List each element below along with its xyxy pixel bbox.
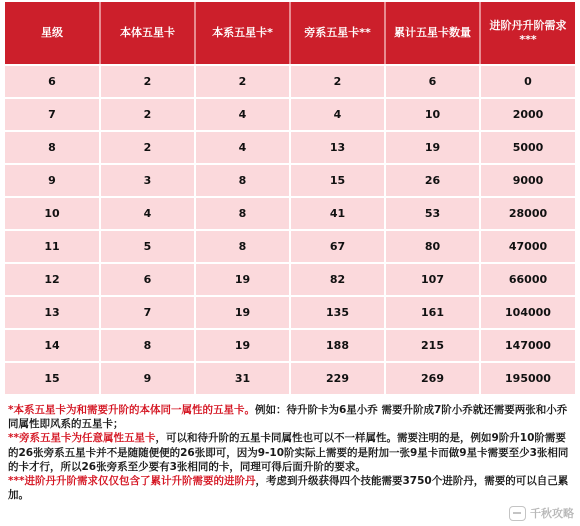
footnote-1	[8, 403, 572, 431]
table-cell: 188	[290, 329, 385, 362]
table-cell: 67	[290, 230, 385, 263]
table-cell: 19	[195, 329, 290, 362]
table-cell: 7	[100, 296, 195, 329]
footnote-1-highlight: *本系五星卡为和需要升阶的本体同一属性的五星卡。	[8, 404, 255, 416]
table-cell: 11	[5, 230, 100, 263]
header-total-cards: 累计五星卡数量	[385, 2, 480, 65]
table-cell: 10	[5, 197, 100, 230]
table-cell: 4	[290, 98, 385, 131]
table-cell: 15	[5, 362, 100, 395]
table-cell: 107	[385, 263, 480, 296]
table-cell: 28000	[480, 197, 575, 230]
footnote-2-text: ，可以和待升阶的五星卡同属性也可以不一样属性。需要注明的是，例如9阶升10阶需要的26张旁系五星卡并不是随随便便的26张即可，因为9-10阶实际上需要的是附加一张9星卡而做9星卡需要至少3张相同的卡才行，所以26张旁系至少要有3张相同的卡，同理可得后面升阶的要求。	[8, 432, 569, 473]
table-cell: 6	[385, 65, 480, 98]
table-cell: 8	[5, 131, 100, 164]
table-cell: 8	[100, 329, 195, 362]
table-cell: 66000	[480, 263, 575, 296]
table-cell: 269	[385, 362, 480, 395]
table-cell: 104000	[480, 296, 575, 329]
table-cell: 19	[385, 131, 480, 164]
table-cell: 4	[195, 131, 290, 164]
table-cell: 15	[290, 164, 385, 197]
table-cell: 4	[195, 98, 290, 131]
table-row	[5, 131, 575, 164]
table-cell: 80	[385, 230, 480, 263]
table-cell: 147000	[480, 329, 575, 362]
table-cell: 8	[195, 164, 290, 197]
table-row	[5, 329, 575, 362]
header-other-element-card: 旁系五星卡**	[290, 2, 385, 65]
chat-bubble-icon	[509, 506, 526, 521]
footnote-2-highlight: **旁系五星卡为任意属性五星卡	[8, 432, 156, 445]
table-cell: 2	[290, 65, 385, 98]
watermark-text: 千秋攻略	[530, 507, 574, 520]
table-cell: 3	[100, 164, 195, 197]
footnotes	[8, 403, 572, 502]
table-header-row	[5, 2, 575, 65]
footnote-2	[8, 431, 572, 474]
table-cell: 2	[195, 65, 290, 98]
table-cell: 82	[290, 263, 385, 296]
table-cell: 9	[100, 362, 195, 395]
table-cell: 9000	[480, 164, 575, 197]
table-cell: 0	[480, 65, 575, 98]
table-cell: 2	[100, 65, 195, 98]
header-same-element-card: 本系五星卡*	[195, 2, 290, 65]
table-cell: 13	[290, 131, 385, 164]
table-row	[5, 362, 575, 395]
table-cell: 12	[5, 263, 100, 296]
table-row	[5, 263, 575, 296]
watermark	[509, 505, 574, 521]
table-cell: 7	[5, 98, 100, 131]
table-cell: 6	[5, 65, 100, 98]
table-cell: 5	[100, 230, 195, 263]
table-cell: 9	[5, 164, 100, 197]
table-cell: 8	[195, 197, 290, 230]
footnote-1-text: 例如：待升阶卡为6星小乔 需要升阶成7阶小乔就还需要两张和小乔同属性即风系的五星卡；	[8, 404, 568, 431]
table-cell: 5000	[480, 131, 575, 164]
table-cell: 6	[100, 263, 195, 296]
footnote-3	[8, 474, 572, 502]
header-star-level: 星级	[5, 2, 100, 65]
table-cell: 4	[100, 197, 195, 230]
table-row	[5, 164, 575, 197]
table-row	[5, 65, 575, 98]
table-cell: 135	[290, 296, 385, 329]
header-advance-pill: 进阶丹升阶需求***	[480, 2, 575, 65]
table-cell: 26	[385, 164, 480, 197]
table-cell: 161	[385, 296, 480, 329]
table-cell: 229	[290, 362, 385, 395]
table-cell: 195000	[480, 362, 575, 395]
table-cell: 31	[195, 362, 290, 395]
table-cell: 13	[5, 296, 100, 329]
table-row	[5, 296, 575, 329]
table-cell: 215	[385, 329, 480, 362]
table-cell: 2000	[480, 98, 575, 131]
table-body	[5, 65, 575, 395]
table-cell: 53	[385, 197, 480, 230]
footnote-3-highlight: ***进阶丹升阶需求仅仅包含了累计升阶需要的进阶丹	[8, 475, 256, 488]
table-row	[5, 98, 575, 131]
table-cell: 47000	[480, 230, 575, 263]
table-cell: 8	[195, 230, 290, 263]
table-cell: 14	[5, 329, 100, 362]
header-self-card: 本体五星卡	[100, 2, 195, 65]
upgrade-table	[5, 2, 575, 396]
footnote-3-text: ，考虑到升级获得四个技能需要3750个进阶丹，需要的可以自己累加。	[8, 475, 569, 502]
table-cell: 2	[100, 98, 195, 131]
table-cell: 19	[195, 263, 290, 296]
table-cell: 41	[290, 197, 385, 230]
table-cell: 10	[385, 98, 480, 131]
table-row	[5, 230, 575, 263]
table-row	[5, 197, 575, 230]
table-cell: 2	[100, 131, 195, 164]
table-cell: 19	[195, 296, 290, 329]
